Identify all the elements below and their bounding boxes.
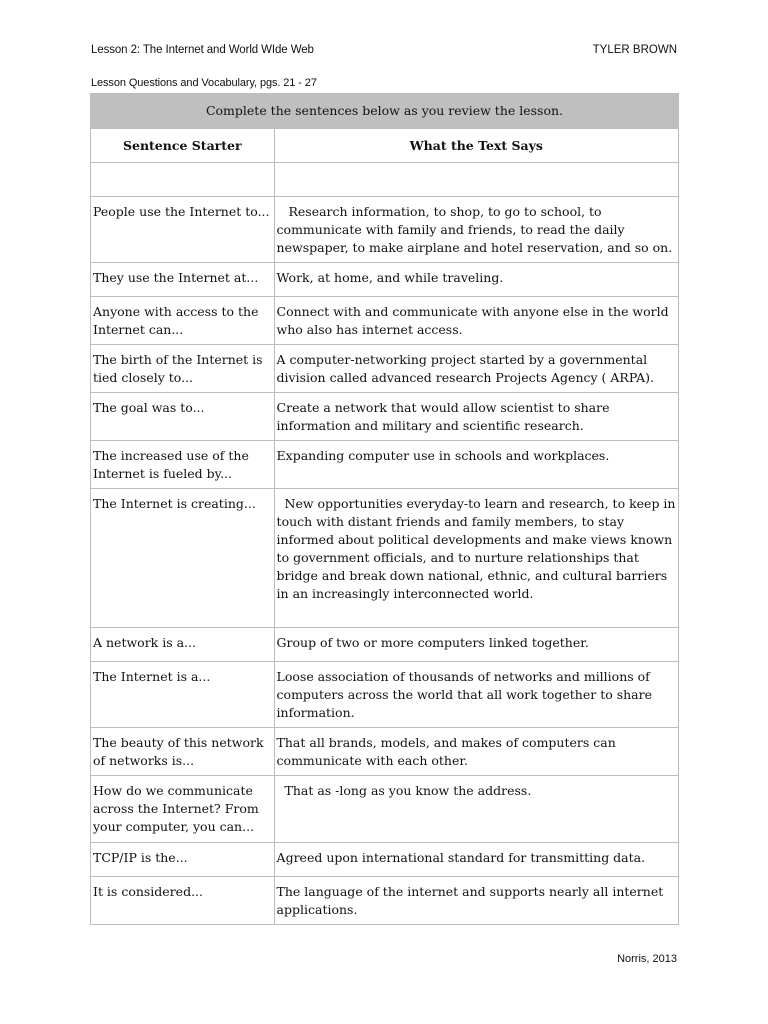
starter-cell: A network is a...	[91, 628, 275, 662]
lesson-title: Lesson 2: The Internet and World WIde Web	[91, 44, 314, 56]
table-row	[91, 877, 679, 925]
starter-cell: The birth of the Internet is tied closely to...	[91, 345, 275, 393]
table-row	[91, 441, 679, 489]
text-cell: Research information, to shop, to go to school, to communicate with family and friends, to read the daily newspaper, to make airplane and hotel reservation, and so on.	[274, 197, 678, 263]
starter-cell: The beauty of this network of networks is...	[91, 728, 275, 776]
table-row	[91, 489, 679, 628]
text-cell: The language of the internet and supports nearly all internet applications.	[274, 877, 678, 925]
table-row	[91, 297, 679, 345]
table-row	[91, 263, 679, 297]
text-cell: Work, at home, and while traveling.	[274, 263, 678, 297]
table-row	[91, 393, 679, 441]
text-cell: Expanding computer use in schools and workplaces.	[274, 441, 678, 489]
table-row	[91, 345, 679, 393]
table-row	[91, 843, 679, 877]
starter-cell: How do we communicate across the Internet? From your computer, you can...	[91, 776, 275, 843]
text-cell: New opportunities everyday-to learn and research, to keep in touch with distant friends and family members, to stay informed about political developments and make views known to government officials, and to nurture relationships that bridge and break down national, ethnic, and cultural barriers in an increasingly interconnected world.	[274, 489, 678, 628]
text-cell: A computer-networking project started by a governmental division called advanced research Projects Agency ( ARPA).	[274, 345, 678, 393]
starter-cell: The goal was to...	[91, 393, 275, 441]
page-subtitle: Lesson Questions and Vocabulary, pgs. 21 - 27	[91, 77, 317, 89]
starter-cell: The Internet is a...	[91, 662, 275, 728]
table-row	[91, 197, 679, 263]
text-cell: Create a network that would allow scientist to share information and military and scientific research.	[274, 393, 678, 441]
starter-cell: They use the Internet at...	[91, 263, 275, 297]
student-name: TYLER BROWN	[592, 44, 677, 56]
starter-cell: The Internet is creating...	[91, 489, 275, 628]
text-cell: Agreed upon international standard for transmitting data.	[274, 843, 678, 877]
column-header-starter: Sentence Starter	[91, 129, 275, 163]
starter-cell: People use the Internet to...	[91, 197, 275, 263]
text-cell: That all brands, models, and makes of computers can communicate with each other.	[274, 728, 678, 776]
table-header-row	[91, 129, 679, 163]
table-row	[91, 163, 679, 197]
table-row	[91, 662, 679, 728]
questions-table	[90, 93, 679, 925]
text-cell: Loose association of thousands of networks and millions of computers across the world that all work together to share information.	[274, 662, 678, 728]
starter-cell: The increased use of the Internet is fueled by...	[91, 441, 275, 489]
table-banner-row	[91, 94, 679, 129]
starter-cell: Anyone with access to the Internet can...	[91, 297, 275, 345]
text-cell: Group of two or more computers linked together.	[274, 628, 678, 662]
footer-credit: Norris, 2013	[617, 953, 677, 965]
starter-cell	[91, 163, 275, 197]
starter-cell: It is considered...	[91, 877, 275, 925]
table-row	[91, 776, 679, 843]
text-cell: That as -long as you know the address.	[274, 776, 678, 843]
table-row	[91, 728, 679, 776]
text-cell	[274, 163, 678, 197]
table-banner: Complete the sentences below as you review the lesson.	[91, 94, 679, 129]
table-row	[91, 628, 679, 662]
starter-cell: TCP/IP is the...	[91, 843, 275, 877]
column-header-text: What the Text Says	[274, 129, 678, 163]
text-cell: Connect with and communicate with anyone else in the world who also has internet access.	[274, 297, 678, 345]
